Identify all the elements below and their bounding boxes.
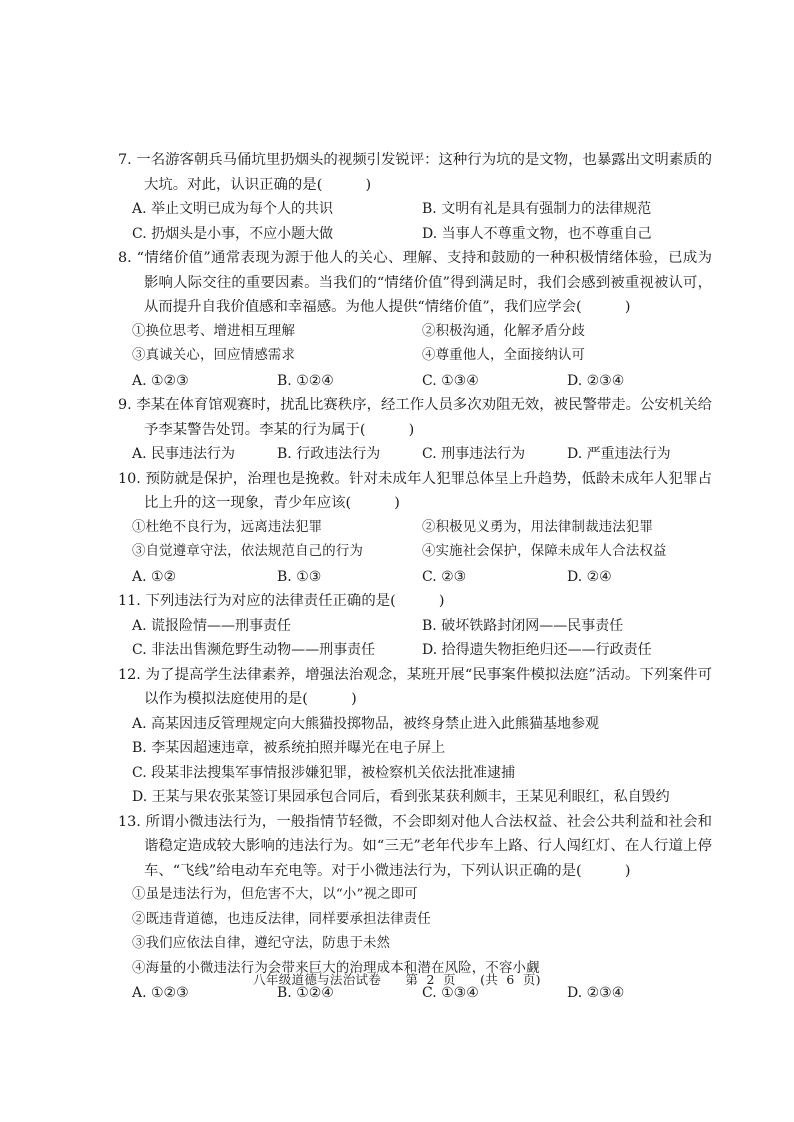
question-8 xyxy=(118,246,712,393)
statement-1: ①换位思考、增进相互理解 xyxy=(132,323,296,339)
statement-2: ②积极沟通，化解矛盾分歧 xyxy=(422,323,586,339)
footer-total-pages: (共 6 页) xyxy=(480,972,541,987)
option-a: A. ①②③ xyxy=(132,985,189,1001)
option-b: B. 李某因超速违章，被系统拍照并曝光在电子屏上 xyxy=(132,740,446,756)
statement-3: ③真诚关心，回应情感需求 xyxy=(132,348,296,363)
answer-options xyxy=(118,197,712,246)
option-b: B. ①②④ xyxy=(277,372,334,389)
footer-subject: 八年级道德与法治试卷 xyxy=(253,972,382,987)
question-12 xyxy=(118,663,712,810)
option-d: D. 当事人不尊重文物，也不尊重自己 xyxy=(422,225,652,242)
statement-list xyxy=(118,883,712,981)
option-a: A. ①②③ xyxy=(132,372,189,389)
question-stem: 13. 所谓小微违法行为，一般指情节轻微，不会即刻对他人合法权益、社会公共利益和社会和谐稳定造成较大影响的违法行为。如“三无”老年代步车上路、行人闯红灯、在人行道上停车、“飞线”给电动车充电等。对于小微违法行为，下列认识正确的是( ) xyxy=(118,813,712,879)
question-stem: 8. “情绪价值”通常表现为源于他人的关心、理解、支持和鼓励的一种积极情绪体验，已成为影响人际交往的重要因素。当我们的“情绪价值”得到满足时，我们会感到被重视被认可，从而提升自我价值感和幸福感。为他人提供“情绪价值”，我们应学会( ) xyxy=(118,250,712,315)
question-stem: 10. 预防就是保护，治理也是挽救。针对未成年人犯罪总体呈上升趋势，低龄未成年人犯罪占比上升的这一现象，青少年应该( ) xyxy=(118,470,712,511)
answer-options xyxy=(118,442,712,467)
question-stem: 11. 下列违法行为对应的法律责任正确的是( ) xyxy=(118,593,445,609)
page-footer xyxy=(0,970,794,988)
option-a: A. 民事违法行为 xyxy=(132,446,236,462)
option-c: C. ①③④ xyxy=(422,372,479,389)
statement-1: ①虽是违法行为，但危害不大，以“小”视之即可 xyxy=(132,887,418,902)
statement-3: ③我们应依法自律，遵纪守法，防患于未然 xyxy=(132,936,391,951)
statement-4: ④海量的小微违法行为会带来巨大的治理成本和潜在风险，不容小觑 xyxy=(132,960,540,976)
question-stem: 7. 一名游客朝兵马俑坑里扔烟头的视频引发锐评：这种行为坑的是文物，也暴露出文明素质的大坑。对此，认识正确的是( ) xyxy=(118,152,712,193)
option-a: A. 谎报险情——刑事责任 xyxy=(132,617,292,634)
option-c: C. 段某非法搜集军事情报涉嫌犯罪，被检察机关依法批准逮捕 xyxy=(132,764,516,781)
statement-2: ②积极见义勇为，用法律制裁违法犯罪 xyxy=(422,519,654,535)
question-11 xyxy=(118,589,712,663)
question-stem: 9. 李某在体育馆观赛时，扰乱比赛秩序，经工作人员多次劝阻无效，被民警带走。公安机关给予李某警告处罚。李某的行为属于( ) xyxy=(118,397,712,438)
footer-page-number: 第 2 页 xyxy=(405,972,456,987)
option-d: D. ②④ xyxy=(567,568,612,585)
answer-options xyxy=(118,614,712,663)
option-a: A. ①② xyxy=(132,568,177,585)
option-d: D. 王某与果农张某签订果园承包合同后，看到张某获利颇丰，王某见利眼红，私自毁约 xyxy=(132,789,670,805)
option-b: B. ①③ xyxy=(277,568,322,585)
option-d: D. ②③④ xyxy=(567,985,625,1001)
statement-list xyxy=(118,516,712,565)
option-b: B. 文明有礼是具有强制力的法律规范 xyxy=(422,201,652,217)
question-9 xyxy=(118,393,712,467)
option-a: A. 举止文明已成为每个人的共识 xyxy=(132,201,334,217)
statement-2: ②既违背道德，也违反法律，同样要承担法律责任 xyxy=(132,911,431,927)
statement-4: ④尊重他人，全面接纳认可 xyxy=(422,348,586,363)
question-10 xyxy=(118,467,712,590)
statement-3: ③自觉遵章守法，依法规范自己的行为 xyxy=(132,544,364,559)
statement-4: ④实施社会保护，保障未成年人合法权益 xyxy=(422,544,667,559)
option-d: D. 拾得遗失物拒绝归还——行政责任 xyxy=(422,642,652,658)
option-c: C. ①③④ xyxy=(422,985,479,1001)
option-d: D. 严重违法行为 xyxy=(567,446,671,462)
option-b: B. 破坏铁路封闭网——民事责任 xyxy=(422,617,624,634)
answer-options xyxy=(118,369,712,394)
option-c: C. ②③ xyxy=(422,568,467,585)
option-c: C. 扔烟头是小事，不应小题大做 xyxy=(132,225,334,242)
statement-1: ①杜绝不良行为，远离违法犯罪 xyxy=(132,519,323,535)
option-b: B. ①②④ xyxy=(277,985,334,1001)
option-d: D. ②③④ xyxy=(567,372,625,389)
answer-options xyxy=(118,712,712,810)
option-c: C. 非法出售濒危野生动物——刑事责任 xyxy=(132,642,376,658)
option-c: C. 刑事违法行为 xyxy=(422,446,526,462)
statement-list xyxy=(118,320,712,369)
option-b: B. 行政违法行为 xyxy=(277,446,381,462)
question-7 xyxy=(118,148,712,246)
answer-options xyxy=(118,565,712,590)
option-a: A. 高某因违反管理规定向大熊猫投掷物品，被终身禁止进入此熊猫基地参观 xyxy=(132,715,600,732)
question-stem: 12. 为了提高学生法律素养，增强法治观念，某班开展“民事案件模拟法庭”活动。下列案件可以作为模拟法庭使用的是( ) xyxy=(118,666,712,707)
